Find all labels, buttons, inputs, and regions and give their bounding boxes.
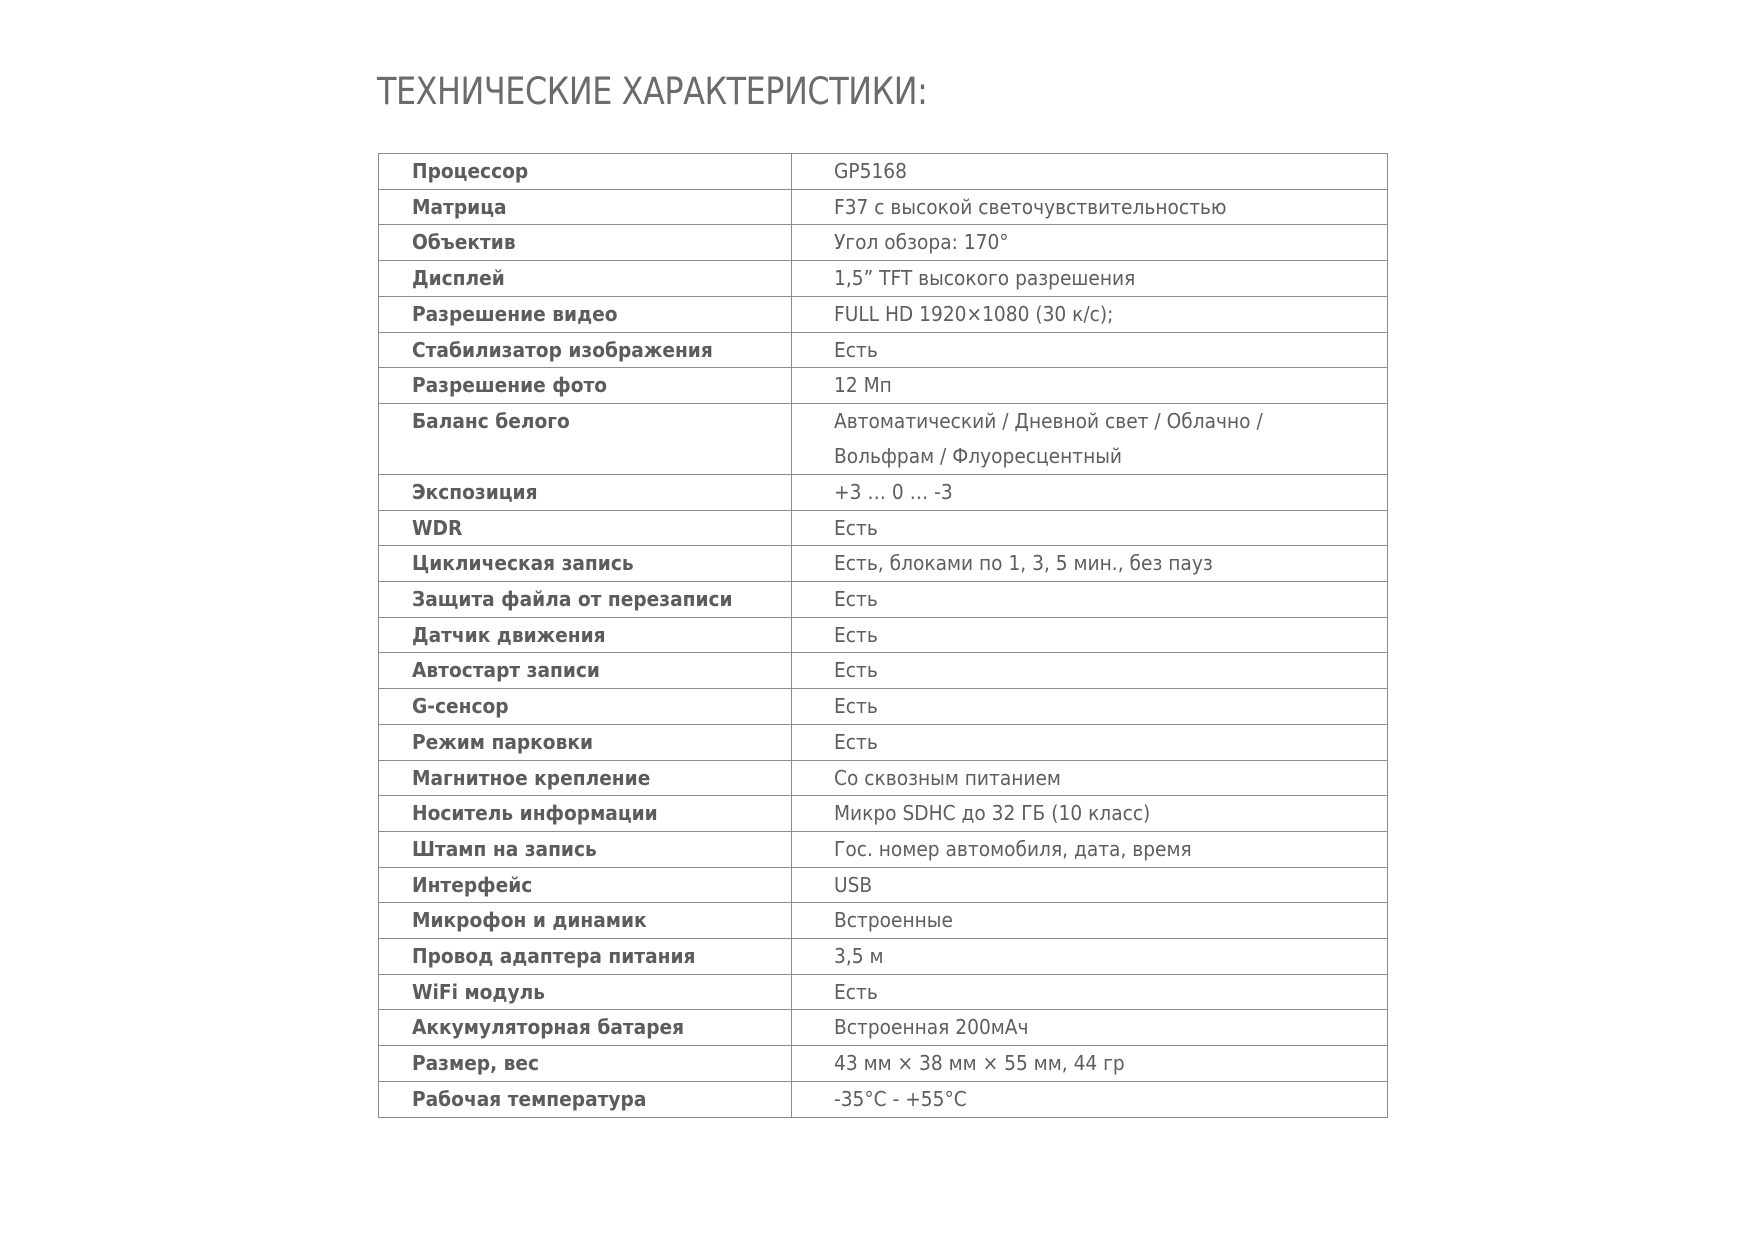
spec-value: Есть (792, 724, 1388, 760)
spec-label: Штамп на запись (379, 831, 792, 867)
spec-label: Разрешение видео (379, 296, 792, 332)
spec-value: 1,5” TFT высокого разрешения (792, 261, 1388, 297)
spec-value: 12 Мп (792, 368, 1388, 404)
table-row (379, 332, 1388, 368)
spec-value: -35°C - +55°C (792, 1081, 1388, 1117)
spec-value: Угол обзора: 170° (792, 225, 1388, 261)
spec-value: Есть (792, 974, 1388, 1010)
spec-value: +3 … 0 … -3 (792, 474, 1388, 510)
spec-value: Есть (792, 617, 1388, 653)
table-row (379, 1046, 1388, 1082)
table-row (379, 1081, 1388, 1117)
table-row (379, 296, 1388, 332)
spec-value: Есть (792, 689, 1388, 725)
spec-value: Гос. номер автомобиля, дата, время (792, 831, 1388, 867)
spec-label: Аккумуляторная батарея (379, 1010, 792, 1046)
spec-label: Датчик движения (379, 617, 792, 653)
spec-label: Режим парковки (379, 724, 792, 760)
table-row (379, 974, 1388, 1010)
table-row (379, 689, 1388, 725)
spec-label: Дисплей (379, 261, 792, 297)
table-row (379, 617, 1388, 653)
spec-label: Интерфейс (379, 867, 792, 903)
spec-value: Встроенные (792, 903, 1388, 939)
table-row (379, 510, 1388, 546)
table-row (379, 403, 1388, 474)
table-row (379, 582, 1388, 618)
spec-value: F37 с высокой светочувствительностью (792, 189, 1388, 225)
table-row (379, 903, 1388, 939)
table-row (379, 474, 1388, 510)
spec-value: Есть (792, 653, 1388, 689)
spec-label: Рабочая температура (379, 1081, 792, 1117)
spec-value: Со сквозным питанием (792, 760, 1388, 796)
spec-value: Есть (792, 510, 1388, 546)
spec-value: Есть (792, 332, 1388, 368)
spec-label: Микрофон и динамик (379, 903, 792, 939)
table-row (379, 760, 1388, 796)
spec-label: Магнитное крепление (379, 760, 792, 796)
spec-value: Есть, блоками по 1, 3, 5 мин., без пауз (792, 546, 1388, 582)
table-row (379, 261, 1388, 297)
table-row (379, 831, 1388, 867)
spec-label: Экспозиция (379, 474, 792, 510)
spec-label: Размер, вес (379, 1046, 792, 1082)
table-row (379, 724, 1388, 760)
spec-value: Встроенная 200мАч (792, 1010, 1388, 1046)
table-row (379, 653, 1388, 689)
spec-label: G-сенсор (379, 689, 792, 725)
table-row (379, 867, 1388, 903)
table-row (379, 939, 1388, 975)
table-row (379, 546, 1388, 582)
spec-label: WDR (379, 510, 792, 546)
spec-label: Стабилизатор изображения (379, 332, 792, 368)
spec-value: FULL HD 1920×1080 (30 к/с); (792, 296, 1388, 332)
spec-label: Защита файла от перезаписи (379, 582, 792, 618)
table-row (379, 1010, 1388, 1046)
spec-value: Автоматический / Дневной свет / Облачно / Вольфрам / Флуоресцентный (792, 403, 1388, 474)
spec-label: Баланс белого (379, 403, 792, 474)
table-row (379, 189, 1388, 225)
spec-label: Матрица (379, 189, 792, 225)
spec-value: USB (792, 867, 1388, 903)
spec-label: Носитель информации (379, 796, 792, 832)
spec-value: Микро SDHC до 32 ГБ (10 класс) (792, 796, 1388, 832)
spec-label: Объектив (379, 225, 792, 261)
spec-label: Циклическая запись (379, 546, 792, 582)
spec-value: 3,5 м (792, 939, 1388, 975)
spec-value: GP5168 (792, 154, 1388, 190)
spec-label: Автостарт записи (379, 653, 792, 689)
spec-value: 43 мм × 38 мм × 55 мм, 44 гр (792, 1046, 1388, 1082)
spec-value: Есть (792, 582, 1388, 618)
spec-label: Процессор (379, 154, 792, 190)
specs-table (378, 153, 1388, 1118)
spec-label: Разрешение фото (379, 368, 792, 404)
spec-label: WiFi модуль (379, 974, 792, 1010)
table-row (379, 154, 1388, 190)
table-row (379, 368, 1388, 404)
spec-label: Провод адаптера питания (379, 939, 792, 975)
table-row (379, 225, 1388, 261)
table-row (379, 796, 1388, 832)
page-title: ТЕХНИЧЕСКИЕ ХАРАКТЕРИСТИКИ: (377, 70, 928, 113)
